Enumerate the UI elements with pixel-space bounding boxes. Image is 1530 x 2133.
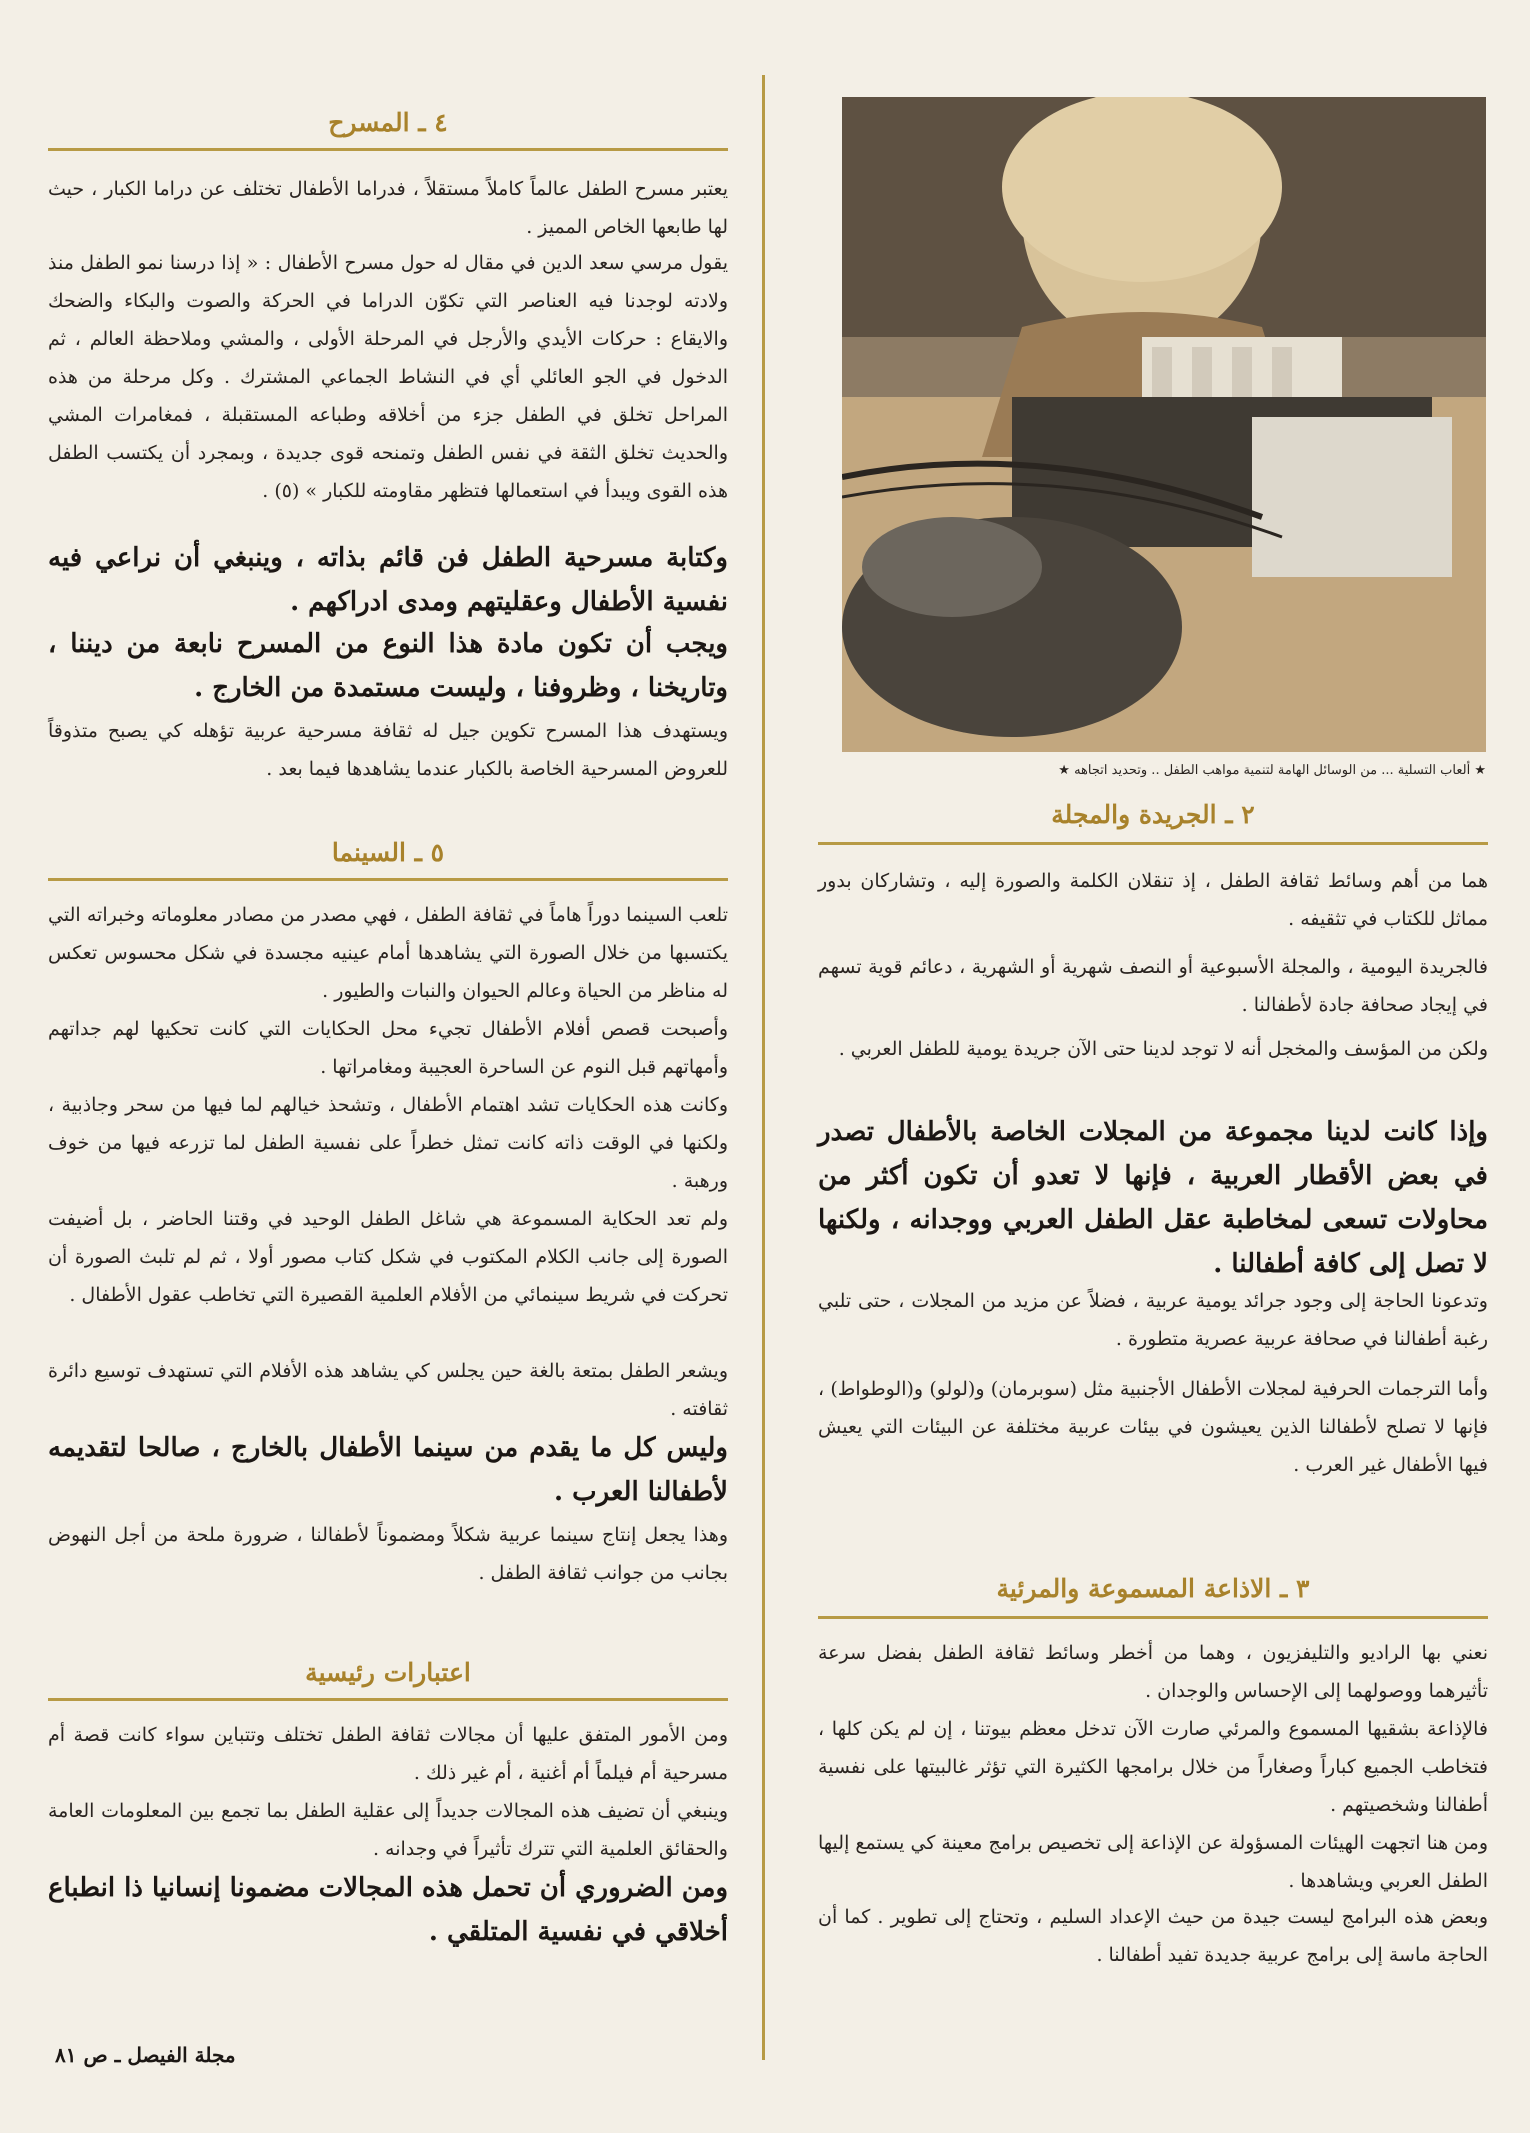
press-paragraph-5: وتدعونا الحاجة إلى وجود جرائد يومية عربية ، فضلاً عن مزيد من المجلات ، حتى تلبي رغبة أطفالنا في صحافة عربية عصرية متطورة .: [818, 1290, 1488, 1350]
theatre-paragraph-5: ويستهدف هذا المسرح تكوين جيل له ثقافة مسرحية عربية تؤهله كي يصبح متذوقاً للعروض المسرحية الخاصة بالكبار عندما يشاهدها فيما بعد .: [48, 720, 728, 780]
theatre-paragraph-1: يعتبر مسرح الطفل عالماً كاملاً مستقلاً ، فدراما الأطفال تختلف عن دراما الكبار ، حيث لها طابعها الخاص المميز .: [48, 178, 728, 238]
cinema-rule: [48, 878, 728, 881]
theatre-rule: [48, 148, 728, 151]
column-divider: [762, 75, 765, 2060]
considerations-paragraph-3: ومن الضروري أن تحمل هذه المجالات مضمونا إنسانيا ذا انطباع أخلاقي في نفسية المتلقي .: [47, 1873, 728, 1947]
press-rule: [818, 842, 1488, 845]
theatre-paragraph-2: يقول مرسي سعد الدين في مقال له حول مسرح الأطفال : « إذا درسنا نمو الطفل منذ ولادته لوجدنا فيه العناصر التي تكوّن الدراما في الحركة والصوت والبكاء والضحك والايقاع : حركات الأيدي والأرجل في المرحلة الأولى ، والمشي وملاحظة العالم ، ثم الدخول في الجو العائلي أي في النشاط الجماعي المشترك . وكل مرحلة من هذه المراحل تخلق في الطفل جزء من أخلاقه وطباعه المستقبلة ، فمغامرات المشي والحديث تخلق الثقة في نفس الطفل وتمنحه قوى جديدة ، وبمجرد أن يكتسب الطفل هذه القوى ويبدأ في استعمالها فتظهر مقاومته للكبار » (٥) .: [48, 252, 728, 502]
press-heading: ٢ ـ الجريدة والمجلة: [1051, 800, 1255, 829]
press-paragraph-4: وإذا كانت لدينا مجموعة من المجلات الخاصة بالأطفال تصدر في بعض الأقطار العربية ، فإنها لا تعدو أن تكون أكثر من محاولات تسعى لمخاطبة عقل الطفل العربي ووجدانه ، ولكنها لا تصل إلى كافة أطفالنا .: [818, 1117, 1488, 1279]
broadcast-rule: [818, 1616, 1488, 1619]
considerations-heading: اعتبارات رئيسية: [305, 1658, 471, 1687]
photo-caption: ★ ألعاب التسلية ... من الوسائل الهامة لتنمية مواهب الطفل .. وتحديد اتجاهه ★: [1058, 763, 1486, 778]
cinema-paragraph-1: تلعب السينما دوراً هاماً في ثقافة الطفل ، فهي مصدر من مصادر معلوماته وخبراته التي يكتسبها من خلال الصورة التي يشاهدها أمام عينيه مجسدة في شكل محسوس تعكس له مناظر من الحياة وعالم الحيوان والنبات والطيور .: [48, 904, 728, 1002]
cinema-paragraph-5: ويشعر الطفل بمتعة بالغة حين يجلس كي يشاهد هذه الأفلام التي تستهدف توسيع دائرة ثقافته .: [48, 1360, 728, 1420]
considerations-paragraph-2: وينبغي أن تضيف هذه المجالات جديداً إلى عقلية الطفل بما تجمع بين المعلومات العامة والحقائق العلمية التي تترك تأثيراً في وجدانه .: [48, 1800, 728, 1860]
considerations-rule: [48, 1698, 728, 1701]
cinema-heading: ٥ ـ السينما: [331, 838, 445, 867]
press-paragraph-1: هما من أهم وسائط ثقافة الطفل ، إذ تنقلان الكلمة والصورة إليه ، وتشاركان بدور مماثل للكتاب في تثقيفه .: [818, 870, 1488, 930]
broadcast-heading: ٣ ـ الاذاعة المسموعة والمرئية: [996, 1574, 1310, 1603]
broadcast-paragraph-2: فالإذاعة بشقيها المسموع والمرئي صارت الآن تدخل معظم بيوتنا ، إن لم يكن كلها ، فتخاطب الجميع كباراً وصغاراً من خلال برامجها الكثيرة التي تؤثر غالبيتها على نفسية أطفالنا وشخصيتهم .: [818, 1718, 1488, 1816]
cinema-paragraph-7: وهذا يجعل إنتاج سينما عربية شكلاً ومضموناً لأطفالنا ، ضرورة ملحة من أجل النهوض بجانب من جوانب ثقافة الطفل .: [48, 1524, 728, 1584]
cinema-paragraph-4: ولم تعد الحكاية المسموعة هي شاغل الطفل الوحيد في وقتنا الحاضر ، بل أضيفت الصورة إلى جانب الكلام المكتوب في شكل كتاب مصور أولا ، ثم لم تلبث الصورة أن تحركت في شريط سينمائي من الأفلام العلمية القصيرة التي تخاطب عقول الأطفال .: [48, 1208, 728, 1306]
cinema-paragraph-6: وليس كل ما يقدم من سينما الأطفال بالخارج ، صالحا لتقديمه لأطفالنا العرب .: [48, 1433, 728, 1507]
press-paragraph-3: ولكن من المؤسف والمخجل أنه لا توجد لدينا حتى الآن جريدة يومية للطفل العربي .: [838, 1038, 1488, 1060]
considerations-paragraph-1: ومن الأمور المتفق عليها أن مجالات ثقافة الطفل تختلف وتتباين سواء كانت قصة أم مسرحية أم فيلماً أم أغنية ، أم غير ذلك .: [48, 1724, 728, 1784]
cinema-paragraph-3: وكانت هذه الحكايات تشد اهتمام الأطفال ، وتشحذ خيالهم لما فيها من سحر وجاذبية ، ولكنها في الوقت ذاته كانت تمثل خطراً على نفسية الطفل لما تزرعه فيها من خوف ورهبة .: [48, 1094, 728, 1192]
cinema-paragraph-2: وأصبحت قصص أفلام الأطفال تجيء محل الحكايات التي كانت تحكيها لهم جداتهم وأمهاتهم قبل النوم عن الساحرة العجيبة ومغامراتها .: [48, 1018, 728, 1078]
left-column: [48, 0, 728, 2040]
theatre-heading: ٤ ـ المسرح: [328, 108, 448, 137]
press-paragraph-2: فالجريدة اليومية ، والمجلة الأسبوعية أو النصف شهرية أو الشهرية ، دعائم قوية تسهم في إيجاد صحافة جادة لأطفالنا .: [818, 956, 1488, 1016]
broadcast-paragraph-1: نعني بها الراديو والتليفزيون ، وهما من أخطر وسائط ثقافة الطفل بفضل سرعة تأثيرهما ووصولهما إلى الإحساس والوجدان .: [818, 1642, 1488, 1702]
theatre-paragraph-4: ويجب أن تكون مادة هذا النوع من المسرح نابعة من ديننا ، وتاريخنا ، وظروفنا ، وليست مستمدة من الخارج .: [48, 629, 728, 703]
broadcast-paragraph-3: ومن هنا اتجهت الهيئات المسؤولة عن الإذاعة إلى تخصيص برامج معينة كي يستمع إليها الطفل العربي ويشاهدها .: [818, 1832, 1488, 1892]
page-footer: مجلة الفيصل ـ ص ٨١: [55, 2043, 236, 2067]
theatre-paragraph-3: وكتابة مسرحية الطفل فن قائم بذاته ، وينبغي أن نراعي فيه نفسية الأطفال وعقليتهم ومدى ادراكهم .: [48, 543, 728, 617]
broadcast-paragraph-4: وبعض هذه البرامج ليست جيدة من حيث الإعداد السليم ، وتحتاج إلى تطوير . كما أن الحاجة ماسة إلى برامج عربية جديدة تفيد أطفالنا .: [818, 1906, 1488, 1966]
right-column: [818, 0, 1488, 2040]
press-paragraph-6: وأما الترجمات الحرفية لمجلات الأطفال الأجنبية مثل (سوبرمان) و(لولو) و(الوطواط) ، فإنها لا تصلح لأطفالنا الذين يعيشون في بيئات عربية مختلفة عن البيئات التي يعيش فيها الأطفال غير العرب .: [818, 1378, 1488, 1476]
